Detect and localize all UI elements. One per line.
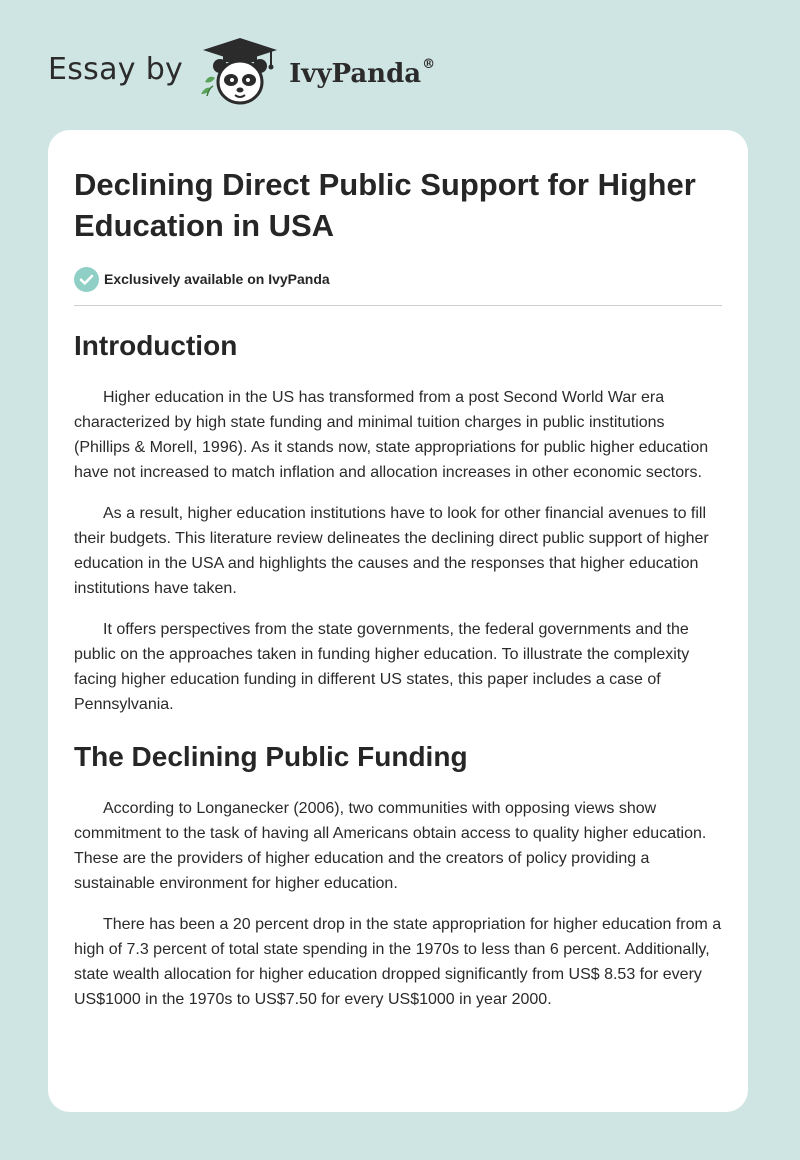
paragraph: It offers perspectives from the state governments, the federal governments and the public on the approaches taken in funding higher education. To illustrate the complexity facing higher education funding in different US states, this paper includes a case of Pennsylvania.: [74, 621, 690, 713]
panda-graduate-icon[interactable]: [195, 36, 285, 108]
exclusive-label: Exclusively available on IvyPanda: [104, 271, 330, 287]
paragraph: There has been a 20 percent drop in the state appropriation for higher education from a high of 7.3 percent of total state spending in the 1970s to less than 6 percent. Additionally, state wealth allocation for higher education dropped significantly from US$ 8.53 for every US$1000 in the 1970s to US$7.50 for every US$1000 in year 2000.: [74, 916, 722, 1008]
registered-mark: ®: [422, 57, 436, 72]
title-divider: [74, 305, 722, 306]
paragraph: As a result, higher education institutions have to look for other financial avenues to fill their budgets. This literature review delineates the declining direct public support of higher education in the USA and highlights the causes and the responses that higher education institutions have taken.: [74, 505, 709, 597]
exclusive-badge: [74, 266, 722, 292]
section-heading-introduction: Introduction: [74, 330, 238, 361]
essay-card: [48, 130, 748, 1112]
essay-by-label: Essay by: [48, 51, 184, 87]
essay-content: [74, 164, 722, 1012]
site-header: [48, 36, 435, 108]
paragraph: Higher education in the US has transformed from a post Second World War era characterized by high state funding and minimal tuition charges in public institutions (Phillips & Morell, 1996). As it stands now, state appropriations for public higher education have not increased to match inflation and allocation increases in other economic sectors.: [74, 389, 709, 481]
check-circle-icon: [74, 267, 99, 292]
brand-name[interactable]: IvyPanda®: [289, 57, 436, 89]
section-heading-declining-public-funding: The Declining Public Funding: [74, 741, 468, 772]
essay-title: Declining Direct Public Support for Higher Education in USA: [74, 167, 696, 243]
paragraph: According to Longanecker (2006), two communities with opposing views show commitment to the task of having all Americans obtain access to quality higher education. These are the providers of higher education and the creators of policy providing a sustainable environment for higher education.: [74, 800, 707, 892]
